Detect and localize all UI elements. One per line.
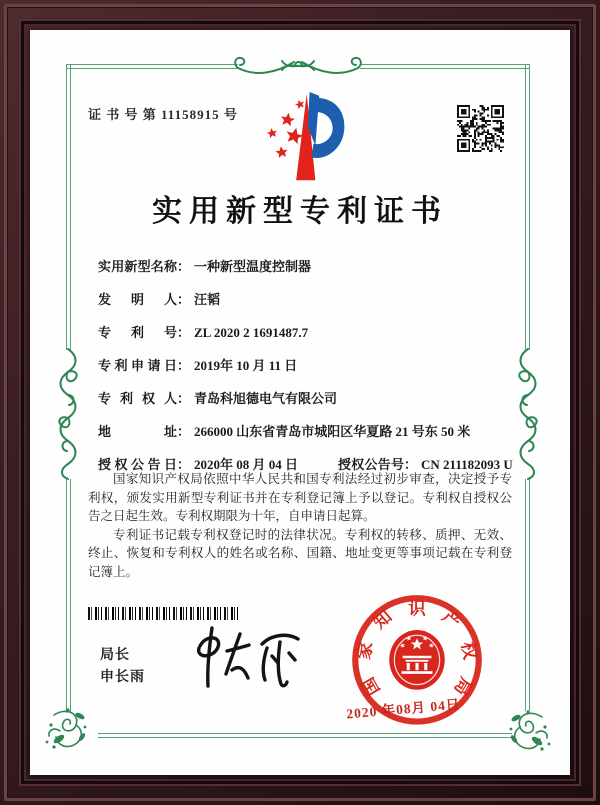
field-label: 授权公告号 <box>338 457 404 472</box>
top-flourish-ornament <box>232 49 364 83</box>
seal-date: 2020 年08月 04日 <box>345 696 461 722</box>
director-block <box>100 643 145 687</box>
bottom-right-floral-ornament <box>506 707 552 755</box>
certificate-title: 实用新型专利证书 <box>152 195 448 228</box>
field-row: 专利申请日： 2019年 10 月 11 日 <box>98 355 297 374</box>
barcode <box>88 607 240 620</box>
field-value: 2020年 08 月 04 日 <box>194 457 299 472</box>
field-row: 实用新型名称： 一种新型温度控制器 <box>98 256 311 275</box>
legal-paragraph: 专利证书记载专利权登记时的法律状况。专利权的转移、质押、无效、终止、恢复和专利权人的姓名或名称、国籍、地址变更等事项记载在专利登记簿上。 <box>88 527 512 579</box>
seal-char: 知 <box>369 606 396 633</box>
border-line <box>525 479 530 711</box>
grant-number-group: 授权公告号： CN 211182093 U <box>338 454 513 473</box>
left-flourish-ornament <box>55 347 82 481</box>
bottom-left-floral-ornament <box>44 705 90 753</box>
seal-char: 家 <box>353 640 377 661</box>
field-label: 专利权人 <box>98 391 177 406</box>
field-row: 发明人： 汪韬 <box>98 289 220 308</box>
director-title: 局长 <box>100 646 130 662</box>
director-signature <box>180 620 310 703</box>
field-value: CN 211182093 U <box>421 457 513 472</box>
border-line <box>66 64 238 69</box>
field-value: 青岛科旭德电气有限公司 <box>194 391 338 406</box>
field-label: 地址 <box>98 424 177 439</box>
national-emblem-icon <box>389 630 445 690</box>
seal-char: 国 <box>357 673 384 700</box>
legal-paragraph: 国家知识产权局依照中华人民共和国专利法经过初步审查，决定授予专利权，颁发实用新型专利证书并在专利登记簿上予以登记。专利权自授权公告之日起生效。专利权期限为十年，自申请日起算。 <box>88 472 512 523</box>
field-label: 实用新型名称 <box>98 259 177 274</box>
qr-code <box>457 105 504 152</box>
right-flourish-ornament <box>514 347 541 481</box>
field-value: 汪韬 <box>194 292 221 307</box>
field-label: 专利申请日 <box>98 358 177 373</box>
field-row: 地址： 266000 山东省青岛市城阳区华夏路 21 号东 50 米 <box>98 421 470 440</box>
field-value: 2019年 10 月 11 日 <box>194 358 298 373</box>
field-label: 专利号 <box>98 325 177 340</box>
legal-text <box>88 470 512 581</box>
border-line <box>66 479 71 713</box>
field-row: 授权公告日： 2020年 08 月 04 日 授权公告号： CN 211182093 U <box>98 454 518 473</box>
cnipa-logo-icon <box>252 88 348 190</box>
certificate-number: 证 书 号 第 11158915 号 <box>88 107 238 122</box>
border-line <box>360 64 530 69</box>
field-value: 一种新型温度控制器 <box>194 259 312 274</box>
seal-char: 产 <box>438 606 465 633</box>
seal-char: 识 <box>408 598 426 619</box>
field-row: 专利权人： 青岛科旭德电气有限公司 <box>98 388 337 407</box>
field-label: 授权公告日 <box>98 457 177 472</box>
director-name: 申长雨 <box>100 668 145 684</box>
field-value: 266000 山东省青岛市城阳区华夏路 21 号东 50 米 <box>194 424 471 439</box>
field-value: ZL 2020 2 1691487.7 <box>194 325 309 340</box>
seal-char: 局 <box>450 673 477 700</box>
field-label: 发明人 <box>98 292 177 307</box>
field-row: 专利号： ZL 2020 2 1691487.7 <box>98 322 308 341</box>
seal-char: 权 <box>457 640 481 661</box>
